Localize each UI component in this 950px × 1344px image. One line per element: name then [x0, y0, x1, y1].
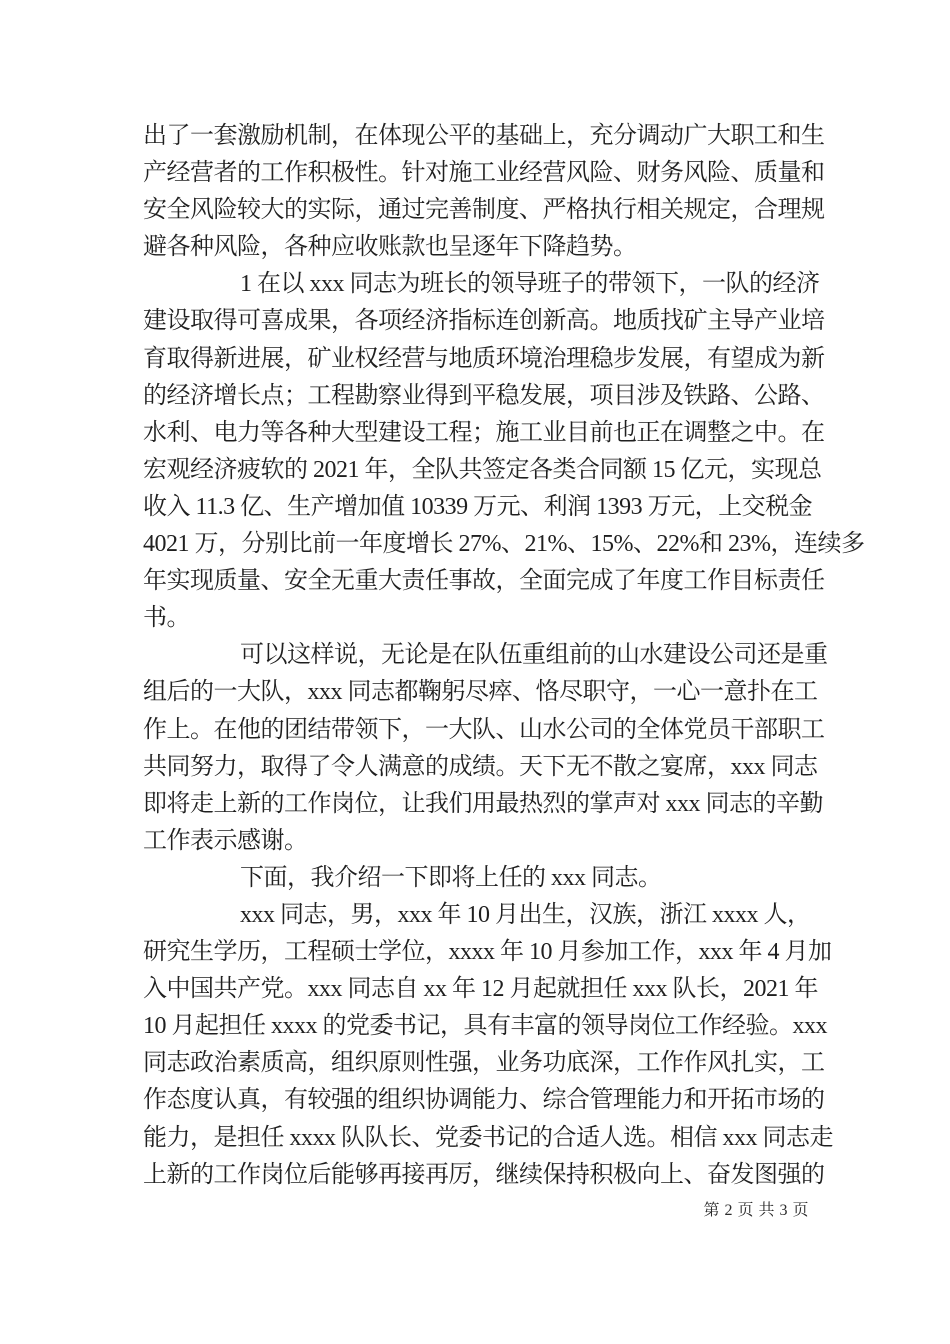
text-line: 4021 万，分别比前一年度增长 27%、21%、15%、22%和 23%，连续多 [143, 531, 865, 558]
text-line: 书。 [143, 605, 190, 632]
text-line: 出了一套激励机制，在体现公平的基础上，充分调动广大职工和生 [143, 123, 825, 149]
text-line: 宏观经济疲软的 2021 年，全队共签定各类合同额 15 亿元，实现总 [143, 456, 822, 483]
text-line: 同志政治素质高，组织原则性强，业务功底深，工作作风扎实，工 [143, 1050, 825, 1077]
text-line: 的经济增长点；工程勘察业得到平稳发展，项目涉及铁路、公路、 [143, 382, 825, 409]
text-line: 共同努力，取得了令人满意的成绩。天下无不散之宴席，xxx 同志 [143, 753, 818, 780]
paragraph [143, 897, 850, 1194]
text-line: 能力，是担任 xxxx 队队长、党委书记的合适人选。相信 xxx 同志走 [143, 1124, 833, 1151]
text-line: 作上。在他的团结带领下，一大队、山水公司的全体党员干部职工 [143, 716, 825, 743]
paragraph [143, 637, 850, 860]
page-number: 第 2 页 共 3 页 [703, 1202, 809, 1219]
text-line: 建设取得可喜成果，各项经济指标连创新高。地质找矿主导产业培 [143, 308, 825, 335]
paragraph [143, 860, 850, 897]
page-footer [143, 1200, 809, 1222]
text-line: 产经营者的工作积极性。针对施工业经营风险、财务风险、质量和 [143, 160, 825, 187]
text-line: 避各种风险，各种应收账款也呈逐年下降趋势。 [143, 234, 637, 261]
text-line: 收入 11.3 亿、生产增加值 10339 万元、利润 1393 万元，上交税金 [143, 493, 813, 520]
text-line: 水利、电力等各种大型建设工程；施工业目前也正在调整之中。在 [143, 419, 825, 446]
paragraph [143, 118, 850, 266]
text-line: 安全风险较大的实际，通过完善制度、严格执行相关规定，合理规 [143, 197, 825, 224]
text-line: 工作表示感谢。 [143, 827, 308, 854]
text-line: 1 在以 xxx 同志为班长的领导班子的带领下，一队的经济 [240, 271, 820, 298]
text-line: 年实现质量、安全无重大责任事故，全面完成了年度工作目标责任 [143, 568, 825, 595]
text-line: 育取得新进展，矿业权经营与地质环境治理稳步发展，有望成为新 [143, 345, 825, 372]
text-line: 组后的一大队，xxx 同志都鞠躬尽瘁、恪尽职守，一心一意扑在工 [143, 679, 818, 706]
text-line: 可以这样说，无论是在队伍重组前的山水建设公司还是重 [240, 642, 828, 669]
text-line: 上新的工作岗位后能够再接再厉，继续保持积极向上、奋发图强的 [143, 1161, 825, 1188]
text-line: 即将走上新的工作岗位，让我们用最热烈的掌声对 xxx 同志的辛勤 [143, 790, 823, 817]
text-line: xxx 同志，男，xxx 年 10 月出生，汉族，浙江 xxxx 人， [240, 901, 811, 928]
text-line: 10 月起担任 xxxx 的党委书记，具有丰富的领导岗位工作经验。xxx [143, 1013, 827, 1040]
text-line: 作态度认真，有较强的组织协调能力、综合管理能力和开拓市场的 [143, 1087, 825, 1114]
text-line: 入中国共产党。xxx 同志自 xx 年 12 月起就担任 xxx 队长，2021 年 [143, 976, 818, 1003]
text-line: 下面，我介绍一下即将上任的 xxx 同志。 [240, 864, 662, 891]
paragraph [143, 266, 865, 637]
text-line: 研究生学历，工程硕士学位，xxxx 年 10 月参加工作，xxx 年 4 月加 [143, 939, 832, 966]
document-body [143, 118, 865, 1194]
